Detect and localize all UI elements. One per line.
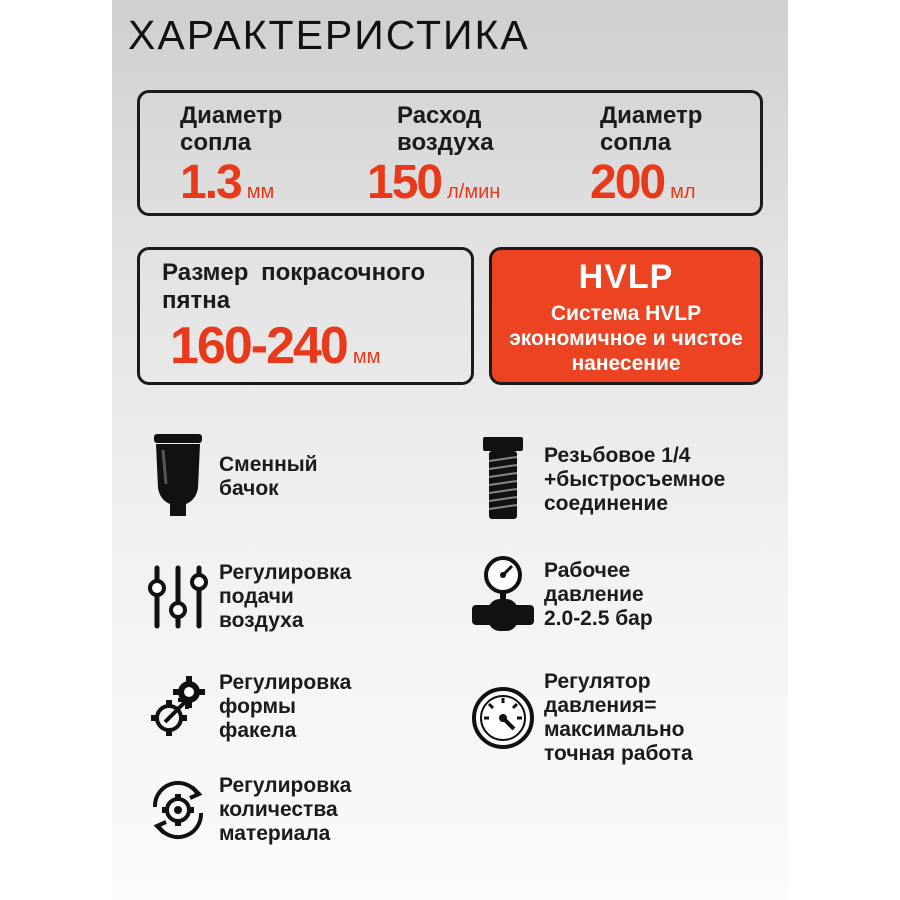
stat-cup-volume xyxy=(590,102,702,207)
stat-value: 150 xyxy=(367,156,442,209)
feature-working-pressure xyxy=(470,555,653,635)
hvlp-title: HVLP xyxy=(578,258,674,296)
stat-label: Расход воздуха xyxy=(397,102,494,156)
stat-unit: л/мин xyxy=(447,181,501,203)
spot-size-value-group xyxy=(170,317,381,375)
cup-icon xyxy=(145,437,211,517)
stat-unit: мл xyxy=(670,181,696,203)
feature-label: Регулировка формы факела xyxy=(219,671,352,742)
gauge-icon xyxy=(470,678,536,758)
spot-size-unit: мм xyxy=(352,346,381,368)
pressure-valve-icon xyxy=(470,555,536,635)
spot-size-label: Размер покрасочного пятна xyxy=(162,259,426,314)
stat-value: 200 xyxy=(590,156,665,209)
feature-air-regulation xyxy=(145,557,351,637)
stat-value: 1.3 xyxy=(180,156,241,209)
feature-label: Регулировка подачи воздуха xyxy=(219,561,352,632)
feature-spray-shape xyxy=(145,667,351,747)
stat-air-consumption xyxy=(367,102,500,207)
gear-cycle-icon xyxy=(145,770,211,850)
bolt-icon xyxy=(470,440,536,520)
stat-unit: мм xyxy=(246,181,275,203)
feature-material-amount xyxy=(145,770,351,850)
stat-nozzle-diameter xyxy=(180,102,282,207)
feature-label: Рабочее давление 2.0-2.5 бар xyxy=(544,559,653,630)
spot-size-value: 160-240 xyxy=(170,317,347,375)
feature-label: Регулировка количества материала xyxy=(219,774,352,845)
stat-label: Диаметр сопла xyxy=(180,102,283,156)
hvlp-description: Система HVLP экономичное и чистое нанесение xyxy=(509,302,743,375)
gears-icon xyxy=(145,667,211,747)
stat-label: Диаметр сопла xyxy=(600,102,703,156)
feature-replaceable-cup xyxy=(145,437,318,517)
feature-pressure-regulator xyxy=(470,670,693,766)
sliders-icon xyxy=(145,557,211,637)
feature-label: Резьбовое 1/4 +быстросъемное соединение xyxy=(544,444,726,515)
feature-label: Сменный бачок xyxy=(219,453,318,500)
feature-thread-connection xyxy=(470,440,725,520)
feature-label: Регулятор давления= максимально точная работа xyxy=(544,670,693,765)
page-title: ХАРАКТЕРИСТИКА xyxy=(128,12,530,58)
